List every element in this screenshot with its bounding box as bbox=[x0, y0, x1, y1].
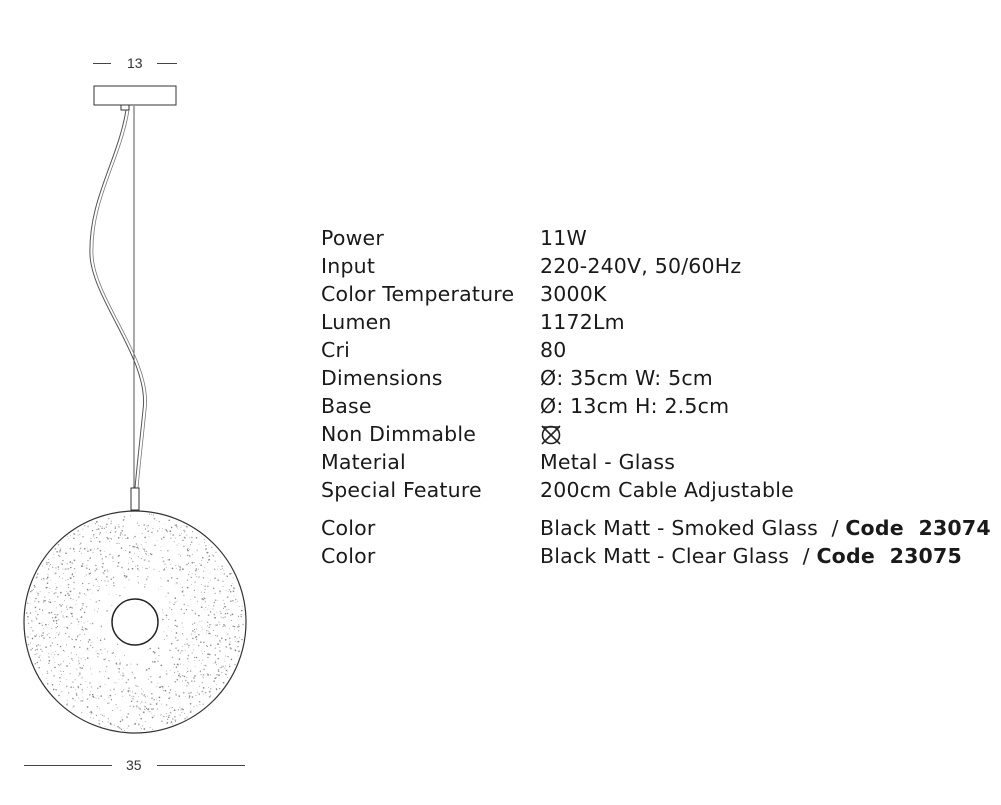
spec-label: Base bbox=[321, 394, 372, 418]
center-hole bbox=[112, 599, 158, 645]
spec-value: 80 bbox=[540, 338, 567, 362]
lamp-illustration bbox=[0, 0, 260, 805]
spec-label: Input bbox=[321, 254, 376, 278]
variant-label: Color bbox=[321, 516, 376, 540]
spec-label: Dimensions bbox=[321, 366, 443, 390]
bottom-dimension-line-left bbox=[24, 765, 112, 766]
spec-label: Special Feature bbox=[321, 478, 482, 502]
spec-label: Power bbox=[321, 226, 384, 250]
variant-value bbox=[540, 514, 991, 542]
bottom-dimension-label: 35 bbox=[126, 757, 142, 773]
variant-description: Black Matt - Smoked Glass / bbox=[540, 516, 839, 540]
power-cable bbox=[90, 110, 144, 488]
bottom-dimension-line-right bbox=[157, 765, 245, 766]
spec-value bbox=[540, 420, 562, 448]
base-connector bbox=[121, 105, 129, 110]
spec-value: 1172Lm bbox=[540, 310, 625, 334]
spec-label: Non Dimmable bbox=[321, 422, 477, 446]
variant-code: Code 23074 bbox=[845, 516, 991, 540]
spec-value: 11W bbox=[540, 226, 587, 250]
spec-label: Cri bbox=[321, 338, 351, 362]
variant-code: Code 23075 bbox=[816, 544, 962, 568]
spec-value: 200cm Cable Adjustable bbox=[540, 478, 794, 502]
non-dimmable-icon bbox=[540, 424, 562, 446]
spec-value: Metal - Glass bbox=[540, 450, 676, 474]
top-dimension-label: 13 bbox=[127, 55, 143, 71]
lamp-drawing bbox=[0, 0, 260, 805]
ceiling-base bbox=[94, 86, 176, 105]
variant-label: Color bbox=[321, 544, 376, 568]
lamp-holder bbox=[131, 488, 139, 510]
spec-value: 3000K bbox=[540, 282, 607, 306]
variant-description: Black Matt - Clear Glass / bbox=[540, 544, 810, 568]
variant-value bbox=[540, 542, 962, 570]
spec-value: Ø: 35cm W: 5cm bbox=[540, 366, 713, 390]
spec-label: Material bbox=[321, 450, 406, 474]
spec-value: Ø: 13cm H: 2.5cm bbox=[540, 394, 730, 418]
spec-label: Lumen bbox=[321, 310, 392, 334]
spec-value: 220-240V, 50/60Hz bbox=[540, 254, 742, 278]
spec-label: Color Temperature bbox=[321, 282, 515, 306]
